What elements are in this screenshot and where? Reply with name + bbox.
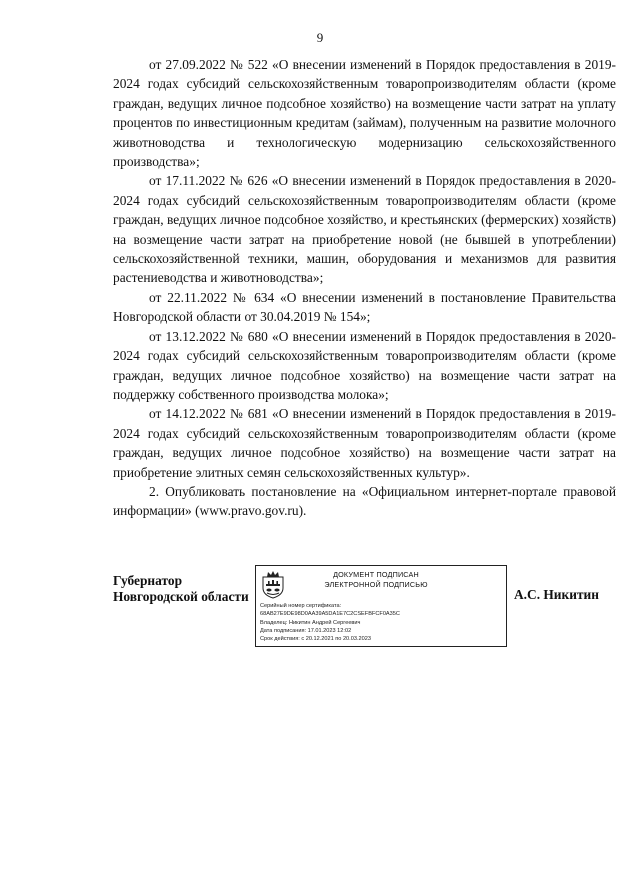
amendment-item-681: от 14.12.2022 № 681 «О внесении изменений в Порядок предоставления в 2019-2024 годах субсидий сельскохозяйственным товаропроизводителям области (кроме граждан, ведущих личное подсобное хозяйство) на возмещение части затрат на приобретение элитных семян сельскохозяйственных культур».	[113, 406, 616, 480]
certificate-owner: Владелец: Никитин Андрей Сергеевич	[260, 619, 361, 626]
stamp-header-line2: ЭЛЕКТРОННОЙ ПОДПИСЬЮ	[324, 580, 428, 589]
signer-position	[113, 573, 249, 604]
amendment-item-680: от 13.12.2022 № 680 «О внесении изменений в Порядок предоставления в 2020-2024 годах субсидий сельскохозяйственным товаропроизводителям области (кроме граждан, ведущих личное подсобное хозяйство) на возмещение части затрат на поддержку собственного производства молока»;	[113, 328, 616, 402]
signer-position-line2: Новгородской области	[113, 588, 249, 604]
novgorod-coat-of-arms-icon	[260, 569, 286, 599]
stamp-header	[296, 570, 456, 590]
signer-position-line1: Губернатор	[113, 573, 183, 588]
certificate-signed-date: Дата подписания: 17.01.2023 12:02	[260, 627, 352, 634]
certificate-details	[260, 602, 400, 643]
electronic-signature-stamp	[255, 565, 507, 647]
publication-clause: 2. Опубликовать постановление на «Официальном интернет-портале правовой информации» (www.pravo.gov.ru).	[113, 483, 616, 519]
certificate-serial-label: Серийный номер сертификата:	[260, 603, 342, 609]
amendment-item-626: от 17.11.2022 № 626 «О внесении изменений в Порядок предоставления в 2020-2024 годах субсидий сельскохозяйственным товаропроизводителям области (кроме граждан, ведущих личное подсобное хозяйство, и крестьянских (фермерских) хозяйств) на возмещение части затрат на приобретение новой (не бывшей в употреблении) сельскохозяйственной техники, машин, оборудования и механизмов для развития растениеводства и животноводства»;	[113, 173, 616, 286]
signature-block	[0, 565, 640, 665]
certificate-serial-number: 68AB27E9DE98D0AA39A5DA1E7C2CSEFBFCF0A35C	[260, 611, 400, 618]
certificate-validity: Срок действия: с 20.12.2021 по 20.03.2023	[260, 636, 371, 643]
amendment-item-634: от 22.11.2022 № 634 «О внесении изменений в постановление Правительства Новгородской области от 30.04.2019 № 154»;	[113, 289, 616, 325]
document-body	[113, 55, 616, 521]
amendment-item-522: от 27.09.2022 № 522 «О внесении изменений в Порядок предоставления в 2019-2024 годах субсидий сельскохозяйственным товаропроизводителям области (кроме граждан, ведущих личное подсобное хозяйство) на возмещение части затрат на уплату процентов по инвестиционным кредитам (займам), полученным на развитие молочного животноводства и технологическую модернизацию сельскохозяйственного производства»;	[113, 57, 616, 170]
page-number: 9	[316, 30, 324, 45]
stamp-header-line1: ДОКУМЕНТ ПОДПИСАН	[333, 570, 419, 579]
signer-name: А.С. Никитин	[514, 587, 599, 602]
